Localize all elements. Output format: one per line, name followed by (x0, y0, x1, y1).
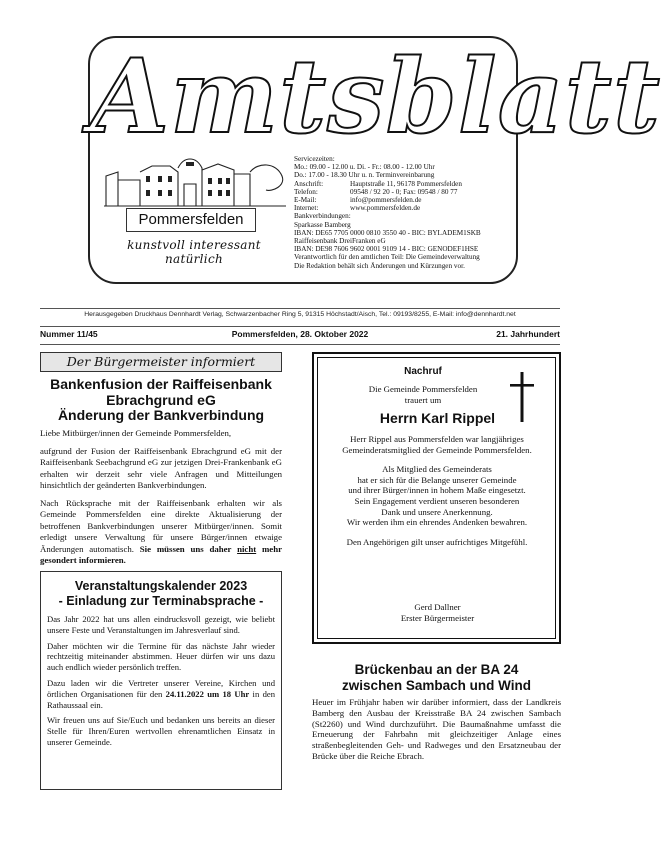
address-key: Anschrift: (294, 179, 324, 188)
bank-article-body (40, 428, 282, 573)
paragraph (47, 678, 275, 710)
paragraph (40, 498, 282, 567)
address-value: Hauptstraße 11, 96178 Pommersfelden (350, 179, 462, 188)
logo-slogan: kunstvoll interessant natürlich (127, 238, 261, 266)
issue-date: Pommersfelden, 28. Oktober 2022 (231, 329, 369, 339)
service-info (294, 155, 516, 270)
meeting-date: 24.11.2022 um 18 Uhr (165, 688, 250, 699)
service-hours-2: Do.: 17.00 - 18.30 Uhr u. n. Terminvereinbarung (294, 171, 435, 180)
title-line: Veranstaltungskalender 2023 (74, 579, 248, 593)
paragraph: Das Jahr 2022 hat uns allen eindrucksvoll gezeigt, wie beliebt unsere Feste und Veranstaltungen im Jahresverlauf sind. (47, 614, 275, 635)
section-banner: Der Bürgermeister informiert (40, 352, 282, 372)
text-line: Dank und unsere Anerkennung. (381, 506, 493, 517)
issue-number: Nummer 11/45 (40, 329, 98, 339)
web-value: www.pommersfelden.de (350, 204, 421, 213)
headline-line: Ebrachgrund eG (106, 391, 216, 408)
paragraph: Liebe Mitbürger/innen der Gemeinde Pommersfelden, (40, 428, 232, 438)
paragraph: aufgrund der Fusion der Raiffeisenbank Ebrachgrund eG mit der Raiffeisenbank Seebachgrund eG zur jetzigen Drei-Frankenbank eG erhalten wir derzeit sehr viele Anfragen und Mitteilungen hinsichtlich der geänderten Bankverbindungen. (40, 445, 282, 490)
issue-bar (40, 329, 560, 343)
title-line: - Einladung zur Terminabsprache - (58, 594, 264, 608)
issue-century: 21. Jahrhundert (496, 329, 560, 339)
obituary-inner-frame (317, 357, 556, 639)
text-line: und ihrer Bürger/innen in hohem Maße eingesetzt. (348, 485, 526, 496)
event-calendar-box (40, 571, 282, 790)
responsibility-1: Verantwortlich für den amtlichen Teil: Die Gemeindeverwaltung (294, 253, 480, 262)
signer-title: Erster Bürgermeister (400, 612, 475, 623)
phone-key: Telefon: (294, 187, 318, 196)
paragraph: Wir freuen uns auf Sie/Euch und bedanken uns bereits an dieser Stelle für Ihren/Euren wertvollen ehrenamtlichen Einsatz in unserer Gemeinde. (47, 715, 275, 747)
castle-drawing-icon (100, 150, 288, 210)
text-line: Sein Engagement verdient unseren besonderen (354, 495, 520, 506)
publisher-line: Herausgegeben Druckhaus Dennhardt Verlag, Schwarzenbacher Ring 5, 91315 Höchstadt/Aisch, Tel.: 09193/8255, E-Mail: info@dennhardt.net (84, 311, 516, 318)
text-line: Als Mitglied des Gemeinderats (382, 464, 492, 475)
deceased-name: Herrn Karl Rippel (379, 410, 496, 426)
headline-line: Bankenfusion der Raiffeisenbank (50, 376, 272, 392)
paragraph-text: Nach Rücksprache mit der Raiffeisenbank erhalten wir als Gemeinde Pommersfelden eine direkte Aktualisierung der betroffenen Bankverbindungen unserer Mitbürger/innen. Somit erledigt unsere Verwaltung für unsere Bürger/innen etwaige Änderungen automatisch. (40, 497, 282, 554)
obituary-intro (318, 384, 528, 405)
text-line: hat er sich für die Belange unserer Gemeinde (357, 474, 517, 485)
logo-name: Pommersfelden (126, 208, 256, 232)
phone-value: 09548 / 92 20 - 0; Fax: 09548 / 80 77 (350, 187, 458, 196)
paragraph-text: Dazu laden wir die Vertreter unserer Vereine, Kirchen und örtlichen Organisationen für den (47, 677, 275, 699)
obituary-heading: Nachruf (404, 366, 442, 377)
headline-line: Brückenbau an der BA 24 (354, 662, 519, 677)
service-hours-1: Mo.: 09.00 - 12.00 u. Di. - Fr.: 08.00 - 12.00 Uhr (294, 163, 435, 172)
iban-2: IBAN: DE98 7606 9602 0001 9109 14 - BIC: GENODEF1HSE (294, 245, 479, 254)
divider (40, 344, 560, 345)
email-value: info@pommersfelden.de (350, 196, 422, 205)
divider (40, 326, 560, 327)
paragraph: Herr Rippel aus Pommersfelden war langjähriges Gemeinderatsmitglied der Gemeinde Pommersfelden. (342, 434, 532, 455)
paragraph: Den Angehörigen gilt unser aufrichtiges Mitgefühl. (346, 536, 528, 547)
paragraph (326, 464, 548, 528)
emphasis-underlined: nicht (237, 543, 257, 554)
intro-line: Die Gemeinde Pommersfelden (368, 384, 478, 394)
headline-line: Änderung der Bankverbindung (57, 407, 265, 423)
web-key: Internet: (294, 204, 319, 213)
emphasis-text: Sie müssen uns daher (139, 543, 238, 554)
bank-1: Sparkasse Bamberg (294, 220, 351, 229)
responsibility-2: Die Redaktion behält sich Änderungen und Kürzungen vor. (294, 261, 465, 270)
paragraph-text: in den Rathaussaal ein. (47, 688, 275, 710)
masthead-frame (88, 36, 661, 284)
service-label: Servicezeiten: (294, 155, 335, 163)
calendar-body (47, 614, 275, 753)
iban-1: IBAN: DE65 7705 0000 0810 3550 40 - BIC: BYLADEM1SKB (294, 228, 481, 237)
calendar-title (41, 579, 281, 609)
signer-name: Gerd Dallner (414, 602, 461, 612)
email-key: E-Mail: (294, 196, 317, 205)
bank-label: Bankverbindungen: (294, 212, 351, 221)
bank-2: Raiffeisenbank DreiFranken eG (294, 237, 386, 246)
obituary-text (326, 434, 548, 556)
intro-line: trauert um (404, 394, 442, 405)
headline-line: zwischen Sambach und Wind (342, 678, 531, 693)
obituary-box (312, 352, 561, 644)
paragraph: Daher möchten wir die Termine für das nächste Jahr wieder rechtzeitig miteinander abstimmen. Heuer dürfen wir uns dazu auch endlich wieder persönlich treffen. (47, 640, 275, 673)
bridge-article-body: Heuer im Frühjahr haben wir darüber informiert, dass der Landkreis Bamberg den Ausbau der Kreisstraße BA 24 zwischen Sambach (St2260) und Wind durchzuführt. Die Baumaßnahme umfasst die Erneuerung der Fahrbahn mit gleichzeitiger Anlage eines straßenbegleitenden Geh- und Radweges und den Ersatzneubau der Brücke über die Reiche Ebrach. (312, 697, 561, 761)
obituary-signature (318, 602, 557, 623)
emphasis-text: mehr gesondert informieren. (40, 543, 282, 565)
publication-title: Amtsblatt (90, 37, 661, 157)
divider (40, 308, 560, 309)
bank-article-headline (40, 377, 282, 424)
text-line: Wir werden ihm ein ehrendes Andenken bewahren. (346, 517, 528, 528)
bridge-article-headline (312, 662, 561, 694)
municipality-logo (100, 150, 288, 270)
